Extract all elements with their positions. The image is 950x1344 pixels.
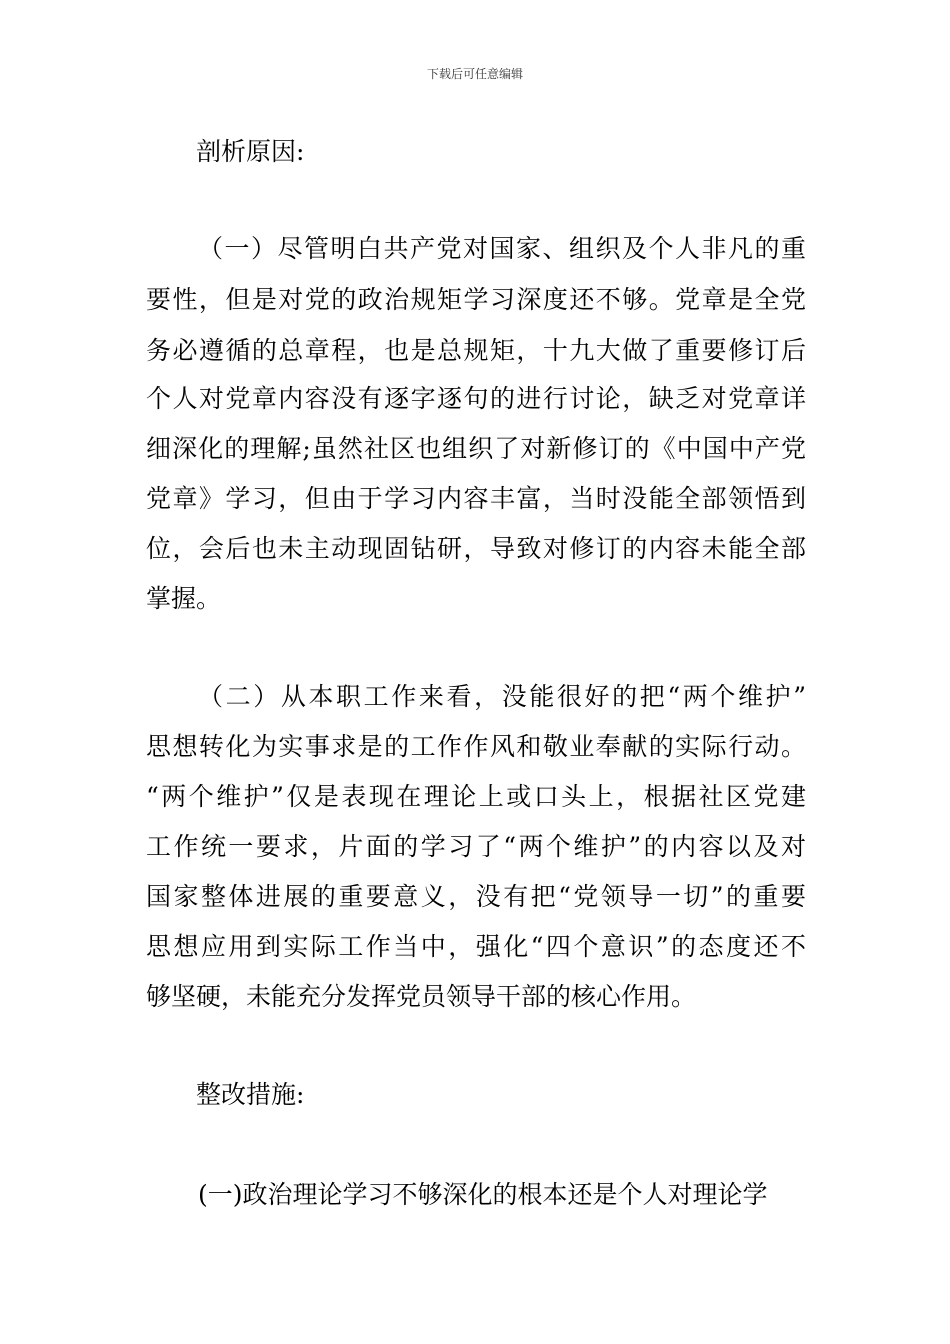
page-header-note: 下载后可任意编辑 (426, 67, 523, 81)
paragraph-line: （二）从本职工作来看，没能很好的把“两个维护” (198, 682, 806, 711)
paragraph-line: 工作统一要求，片面的学习了“两个维护”的内容以及对 (146, 832, 806, 861)
paragraph-line: 国家整体进展的重要意义，没有把“党领导一切”的重要 (146, 882, 806, 911)
paragraph-line: 务必遵循的总章程，也是总规矩，十九大做了重要修订后 (146, 336, 806, 365)
paragraph-line: “两个维护”仅是表现在理论上或口头上，根据社区党建 (146, 782, 806, 811)
analysis-heading: 剖析原因: (196, 137, 305, 166)
paragraph-line: 细深化的理解;虽然社区也组织了对新修订的《中国中产党 (146, 434, 806, 463)
paragraph-line: 够坚硬，未能充分发挥党员领导干部的核心作用。 (146, 982, 697, 1011)
paragraph-line: 党章》学习，但由于学习内容丰富，当时没能全部领悟到 (146, 484, 806, 513)
paragraph-line: 思想应用到实际工作当中，强化“四个意识”的态度还不 (146, 932, 806, 961)
paragraph-line: 思想转化为实事求是的工作作风和敬业奉献的实际行动。 (146, 732, 806, 761)
paragraph-line: 位，会后也未主动现固钻研，导致对修订的内容未能全部 (146, 534, 806, 563)
paragraph-line: 个人对党章内容没有逐字逐句的进行讨论，缺乏对党章详 (146, 384, 806, 413)
paragraph-line: (一)政治理论学习不够深化的根本还是个人对理论学 (198, 1180, 768, 1209)
paragraph-line: 要性，但是对党的政治规矩学习深度还不够。党章是全党 (146, 285, 806, 314)
measures-heading: 整改措施: (196, 1080, 305, 1109)
paragraph-line: 掌握。 (146, 584, 222, 613)
paragraph-line: （一）尽管明白共产党对国家、组织及个人非凡的重 (198, 234, 806, 263)
